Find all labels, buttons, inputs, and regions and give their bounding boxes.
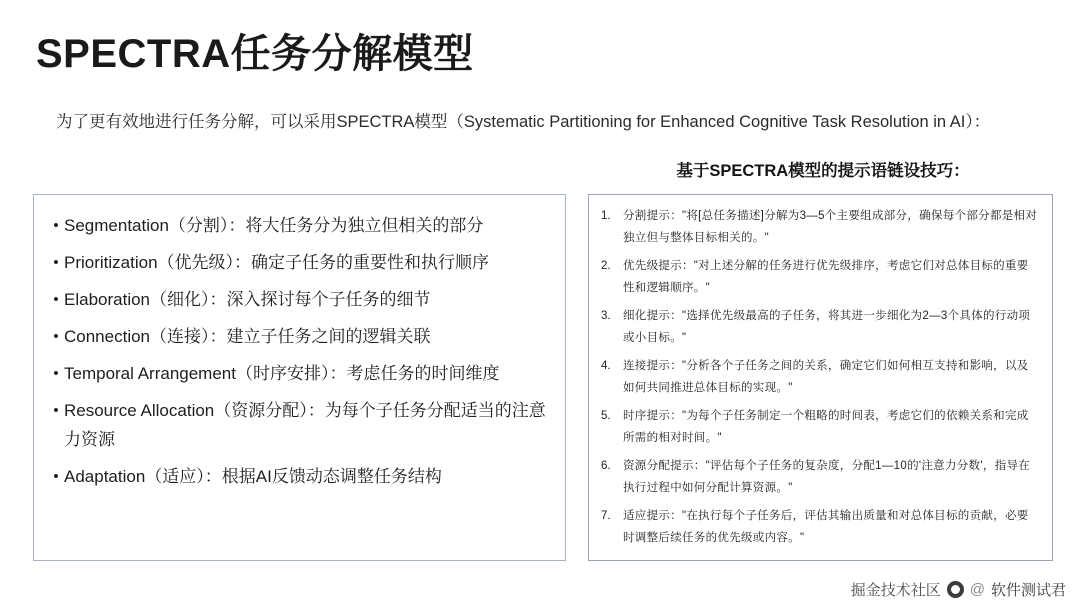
page-title: SPECTRA任务分解模型	[36, 32, 474, 76]
list-item-label: 优先级提示："对上述分解的任务进行优先级排序，考虑它们对总体目标的重要性和逻辑顺序。"	[623, 260, 1029, 294]
bullet-dot-icon: •	[53, 254, 59, 271]
list-item	[599, 455, 1040, 499]
list-item-label: Elaboration（细化）：深入探讨每个子任务的细节	[64, 290, 431, 309]
watermark-separator: @	[969, 581, 985, 598]
list-item-index: 1.	[601, 210, 611, 222]
list-item-label: 细化提示："选择优先级最高的子任务，将其进一步细化为2—3个具体的行动项或小目标。"	[623, 310, 1031, 344]
list-item-label: 适应提示："在执行每个子任务后，评估其输出质量和对总体目标的贡献，必要时调整后续任务的优先级或内容。"	[623, 510, 1029, 544]
list-item	[48, 359, 547, 388]
list-item	[599, 205, 1040, 249]
list-item-label: 连接提示："分析各个子任务之间的关系，确定它们如何相互支持和影响，以及如何共同推进总体目标的实现。"	[623, 360, 1029, 394]
list-item	[599, 505, 1040, 549]
watermark-username: 软件测试君	[990, 582, 1066, 599]
bullet-dot-icon: •	[53, 402, 59, 419]
bullet-dot-icon: •	[53, 217, 59, 234]
spectra-model-card	[33, 194, 566, 561]
list-item	[599, 305, 1040, 349]
list-item-index: 4.	[601, 360, 611, 372]
list-item	[48, 322, 547, 351]
list-item-index: 2.	[601, 260, 611, 272]
list-item	[48, 285, 547, 314]
list-item-label: Resource Allocation（资源分配）：为每个子任务分配适当的注意力资源	[64, 401, 546, 449]
list-item-index: 6.	[601, 460, 611, 472]
spectra-bullet-list	[48, 211, 547, 491]
list-item	[48, 248, 547, 277]
prompt-chain-card	[588, 194, 1053, 561]
watermark	[851, 579, 1066, 600]
list-item	[599, 255, 1040, 299]
list-item-index: 3.	[601, 310, 611, 322]
intro-paragraph: 为了更有效地进行任务分解，可以采用SPECTRA模型（Systematic Partitioning for Enhanced Cognitive Task Resolution in AI）：	[56, 113, 991, 131]
list-item-label: Temporal Arrangement（时序安排）：考虑任务的时间维度	[64, 364, 500, 383]
list-item	[48, 462, 547, 491]
bullet-dot-icon: •	[53, 328, 59, 345]
bullet-dot-icon: •	[53, 291, 59, 308]
list-item	[48, 211, 547, 240]
bullet-dot-icon: •	[53, 468, 59, 485]
list-item-label: 分割提示："将[总任务描述]分解为3—5个主要组成部分，确保每个部分都是相对独立但与整体目标相关的。"	[623, 210, 1038, 244]
prompt-chain-heading: 基于SPECTRA模型的提示语链设技巧：	[676, 162, 970, 180]
list-item	[599, 355, 1040, 399]
watermark-brand: 掘金技术社区	[850, 582, 941, 599]
list-item-index: 5.	[601, 410, 611, 422]
bullet-dot-icon: •	[53, 365, 59, 382]
list-item-index: 7.	[601, 510, 611, 522]
list-item-label: Connection（连接）：建立子任务之间的逻辑关联	[64, 327, 431, 346]
list-item-label: 资源分配提示："评估每个子任务的复杂度，分配1—10的'注意力分数'，指导在执行过程中如何分配计算资源。"	[623, 460, 1031, 494]
circle-logo-icon	[947, 581, 964, 598]
list-item-label: Adaptation（适应）：根据AI反馈动态调整任务结构	[64, 467, 442, 486]
list-item-label: Prioritization（优先级）：确定子任务的重要性和执行顺序	[64, 253, 490, 272]
list-item-label: 时序提示："为每个子任务制定一个粗略的时间表，考虑它们的依赖关系和完成所需的相对时间。"	[623, 410, 1029, 444]
prompt-chain-list	[599, 205, 1040, 549]
list-item-label: Segmentation（分割）：将大任务分为独立但相关的部分	[64, 216, 484, 235]
list-item	[599, 405, 1040, 449]
list-item	[48, 396, 547, 454]
